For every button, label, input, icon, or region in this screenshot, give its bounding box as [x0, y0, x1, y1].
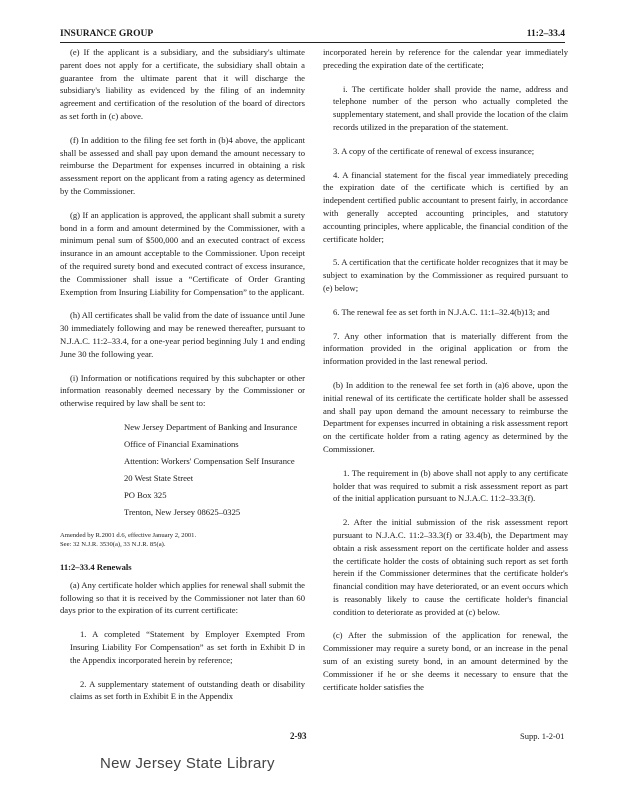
see-line: See: 32 N.J.R. 3530(a), 33 N.J.R. 85(a).	[60, 540, 166, 548]
section-heading: 11:2–33.4 Renewals	[60, 561, 132, 572]
address-line: 20 West State Street	[124, 472, 194, 483]
paragraph: (i) Information or notifications required by this subchapter or other information reasonably deemed necessary by the Commissioner or otherwise required by law shall be sent to:	[60, 372, 305, 409]
page-number: 2-93	[290, 731, 307, 741]
amended-line: Amended by R.2001 d.6, effective January 2, 2001.	[60, 531, 197, 539]
supplement-date: Supp. 1-2-01	[520, 731, 565, 741]
running-header	[60, 28, 565, 43]
paragraph: (a) Any certificate holder which applies for renewal shall submit the following so that it is received by the Commissioner not later than 60 days prior to the expiration of its current certificate:	[60, 579, 305, 616]
paragraph: (g) If an application is approved, the applicant shall submit a surety bond in a form and amount determined by the Commissioner, with a minimum penal sum of $500,000 and an executed contract of excess insurance in an amount acceptable to the Commissioner. Upon receipt of the required surety bond and executed contract of excess insurance, the Commissioner shall issue a “Certificate of Order Granting Exemption from Insuring Liability for Compensation” to the applicant.	[60, 209, 305, 297]
paragraph: (b) In addition to the renewal fee set forth in (a)6 above, upon the initial renewal of its certificate the certificate holder shall be assessed and shall pay upon demand the amount necessary to reimburse the Department for expenses incurred in obtaining a risk assessment report on the certificate holder from a rating agency as determined by the Commissioner.	[323, 379, 568, 454]
paragraph: 2. A supplementary statement of outstanding death or disability claims as set forth in Exhibit E in the Appendix	[70, 678, 305, 702]
paragraph: 7. Any other information that is materially different from the information provided in the original application or from the information provided in the last renewal period.	[323, 330, 568, 367]
paragraph: (h) All certificates shall be valid from the date of issuance until June 30 immediately following and may be renewed thereafter, pursuant to N.J.A.C. 11:2–33.4, for a one-year period beginning July 1 and ending June 30 the following year.	[60, 310, 305, 359]
address-line: Trenton, New Jersey 08625–0325	[124, 506, 241, 517]
left-column	[60, 46, 305, 714]
library-stamp: New Jersey State Library	[100, 755, 275, 772]
paragraph: incorporated herein by reference for the calendar year immediately preceding the expiration date of the certificate;	[323, 47, 568, 70]
paragraph: (f) In addition to the filing fee set forth in (b)4 above, the applicant shall be assessed and shall pay upon demand the amount necessary to reimburse the Department for expenses incurred in obtaining a risk assessment report on the applicant from a rating agency as determined by the Commissioner.	[60, 134, 305, 196]
header-section-number: 11:2–33.4	[526, 29, 565, 39]
address-line: Office of Financial Examinations	[124, 438, 239, 449]
paragraph: 2. After the initial submission of the risk assessment report pursuant to N.J.A.C. 11:2–33.3(f) or 33.4(b), the Department may obtain a risk assessment report on the certificate holder and assess the certificate holder the costs of obtaining such report as set forth herein if the Commissioner determines that the certificate holder's financial condition may have deteriorated, or an event occurs which is reasonably likely to cause the certificate holder's financial condition to deteriorate as provided at (c) below.	[333, 517, 568, 617]
mailing-address	[60, 419, 305, 521]
paragraph: (c) After the submission of the application for renewal, the Commissioner may require a surety bond, or an increase in the penal sum of an existing surety bond, in an amount determined by the Commissioner if he or she deems it necessary to ensure that the certificate holder satisfies the	[323, 630, 568, 692]
paragraph: 5. A certification that the certificate holder recognizes that it may be subject to examination by the Commissioner as required pursuant to (e) below;	[323, 257, 568, 293]
paragraph: 4. A financial statement for the fiscal year immediately preceding the expiration date of the certificate which is certified by an independent certified public accountant to present fairly, in accordance with generally accepted accounting principles, and statutory accounting principles, where applicable, the financial condition of the certificate holder;	[323, 169, 568, 244]
address-line: New Jersey Department of Banking and Insurance	[124, 421, 298, 432]
right-column	[323, 46, 568, 704]
paragraph: (e) If the applicant is a subsidiary, and the subsidiary's ultimate parent does not apply for a certificate, the subsidiary shall obtain a guarantee from the ultimate parent that it will discharge the subsidiary's liability as evidenced by the filing of an indemnity agreement and certification of the resolution of the board of directors as set forth in (c) above.	[60, 47, 305, 121]
address-line: Attention: Workers' Compensation Self Insurance	[124, 455, 295, 466]
header-title: INSURANCE GROUP	[60, 29, 154, 39]
paragraph: 1. A completed “Statement by Employer Exempted From Insuring Liability For Compensation” as set forth in Exhibit D in the Appendix incorporated herein by reference;	[70, 629, 305, 665]
amendment-note	[60, 531, 305, 549]
address-line: PO Box 325	[124, 489, 167, 500]
paragraph: 3. A copy of the certificate of renewal of excess insurance;	[333, 145, 535, 156]
paragraph: i. The certificate holder shall provide the name, address and telephone number of the person who actually completed the supplementary statement, and shall provide the location of the claim records utilized in the preparation of the statement.	[333, 83, 568, 132]
paragraph: 1. The requirement in (b) above shall not apply to any certificate holder that was required to submit a risk assessment report as part of the initial application pursuant to N.J.A.C. 11:2–33.3(f).	[333, 467, 568, 504]
paragraph: 6. The renewal fee as set forth in N.J.A.C. 11:1–32.4(b)13; and	[333, 306, 550, 317]
